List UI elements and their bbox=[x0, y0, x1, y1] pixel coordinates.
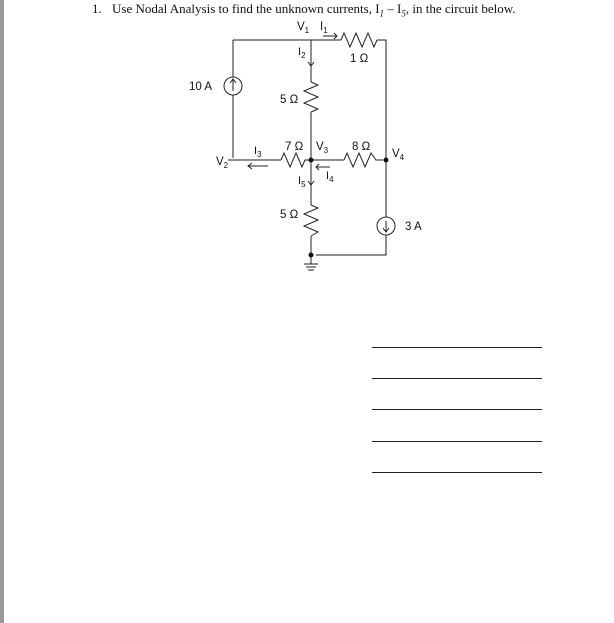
resistor-7ohm bbox=[281, 153, 311, 167]
right-top-wire bbox=[377, 40, 386, 150]
label-i1: $I_1$ bbox=[320, 21, 328, 35]
label-i3: $I_3$ bbox=[254, 145, 262, 159]
label-5ohm-lower: 5 Ω bbox=[280, 209, 299, 221]
answer-line-2[interactable] bbox=[372, 378, 542, 379]
resistor-5ohm-lower bbox=[304, 205, 318, 236]
node-ground-dot bbox=[309, 253, 314, 258]
right-lower-wire bbox=[316, 150, 386, 255]
source-10a bbox=[224, 77, 242, 95]
answer-line-3[interactable] bbox=[372, 409, 542, 410]
resistor-8ohm bbox=[344, 153, 383, 167]
label-10a: 10 A bbox=[189, 81, 213, 93]
label-3a: 3 A bbox=[405, 221, 422, 233]
label-8ohm: 8 Ω bbox=[352, 141, 371, 153]
question-body: Use Nodal Analysis to find the unknown currents, $I_1 - I_5$, in the circuit below. bbox=[112, 1, 516, 19]
label-v2: $V_2$ bbox=[216, 156, 229, 170]
label-i4: $I_4$ bbox=[326, 170, 334, 184]
answer-line-4[interactable] bbox=[372, 441, 542, 442]
label-7ohm: 7 Ω bbox=[285, 141, 304, 153]
resistor-1ohm bbox=[341, 33, 377, 47]
label-i5: $I_5$ bbox=[298, 175, 306, 189]
label-v1: $V_1$ bbox=[297, 21, 310, 35]
source-3a bbox=[377, 217, 395, 235]
label-5ohm-upper: 5 Ω bbox=[280, 94, 299, 106]
node-v4-dot bbox=[384, 158, 389, 163]
label-v3: $V_3$ bbox=[316, 141, 329, 155]
label-1ohm: 1 Ω bbox=[350, 53, 369, 65]
node-v3-dot bbox=[309, 158, 314, 163]
label-i2: $I_2$ bbox=[298, 46, 306, 60]
answer-line-1[interactable] bbox=[372, 347, 542, 348]
resistor-5ohm-upper bbox=[304, 82, 318, 112]
label-v4: $V_4$ bbox=[392, 148, 405, 162]
question-number: 1. bbox=[92, 1, 102, 16]
answer-line-5[interactable] bbox=[372, 472, 542, 473]
